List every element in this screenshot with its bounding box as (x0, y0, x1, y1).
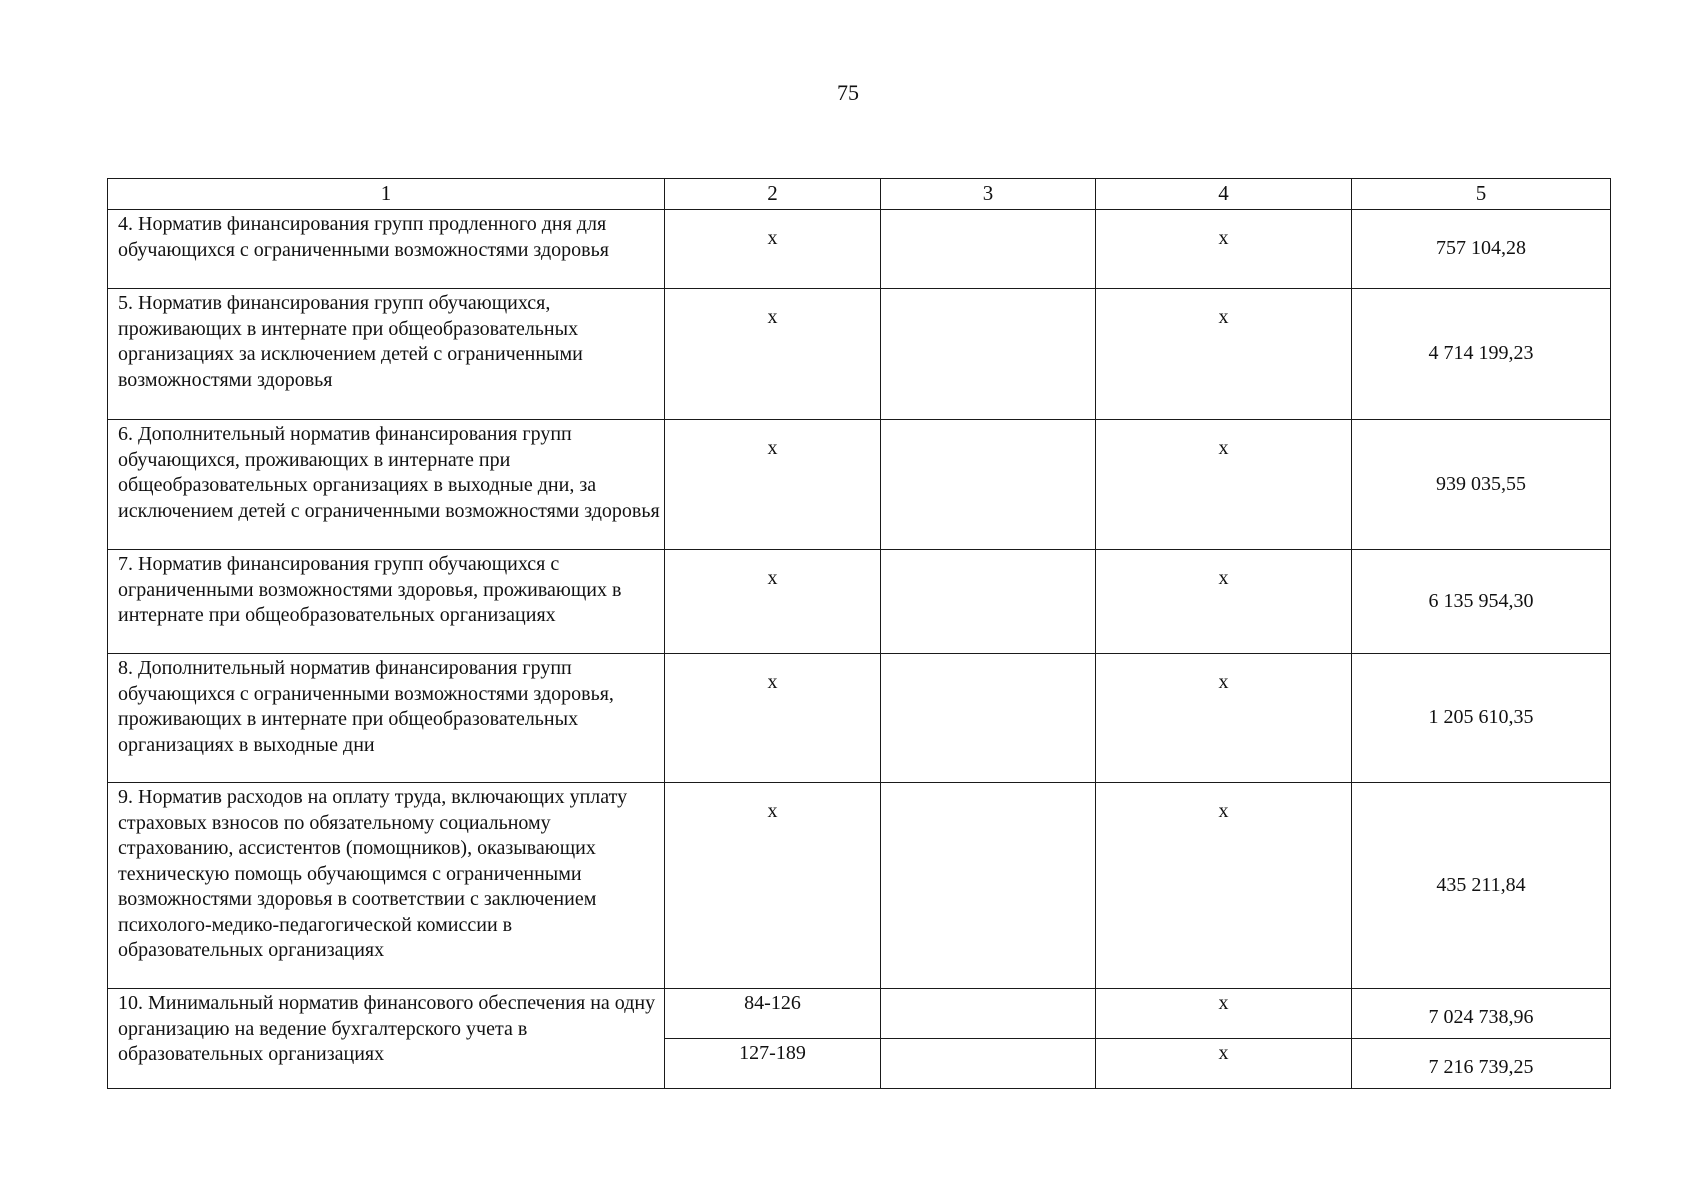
row-col3 (881, 783, 1096, 989)
table-row (108, 783, 1611, 989)
row-description: 7. Норматив финансирования групп обучающихся с ограниченными возможностями здоровья, проживающих в интернате при общеобразовательных организациях (108, 550, 665, 654)
row-col2: х (665, 289, 881, 420)
row-col2: х (665, 420, 881, 550)
row-col3 (881, 210, 1096, 289)
row-col2: 127-189 (665, 1039, 881, 1089)
row-col2: х (665, 654, 881, 783)
table-row (108, 989, 1611, 1039)
row-value: 1 205 610,35 (1352, 654, 1611, 783)
row-value: 6 135 954,30 (1352, 550, 1611, 654)
row-value: 939 035,55 (1352, 420, 1611, 550)
row-col4: х (1096, 210, 1352, 289)
header-col-1: 1 (108, 179, 665, 210)
row-description: 5. Норматив финансирования групп обучающихся, проживающих в интернате при общеобразовательных организациях за исключением детей с ограниченными возможностями здоровья (108, 289, 665, 420)
header-row (108, 179, 1611, 210)
row-col4: х (1096, 989, 1352, 1039)
header-col-5: 5 (1352, 179, 1611, 210)
row-value: 7 216 739,25 (1352, 1039, 1611, 1089)
page-number: 75 (837, 80, 859, 105)
row-col3 (881, 1039, 1096, 1089)
row-col2: х (665, 783, 881, 989)
row-col2: 84-126 (665, 989, 881, 1039)
row-col3 (881, 989, 1096, 1039)
table-row (108, 289, 1611, 420)
header-col-3: 3 (881, 179, 1096, 210)
row-col4: х (1096, 1039, 1352, 1089)
row-description: 8. Дополнительный норматив финансирования групп обучающихся с ограниченными возможностями здоровья, проживающих в интернате при общеобразовательных организациях в выходные дни (108, 654, 665, 783)
row-col3 (881, 420, 1096, 550)
row-col3 (881, 550, 1096, 654)
row-value: 757 104,28 (1352, 210, 1611, 289)
row-description: 9. Норматив расходов на оплату труда, включающих уплату страховых взносов по обязательному социальному страхованию, ассистентов (помощников), оказывающих техническую помощь обучающимся с ограниченными возможностями здоровья в соответствии с заключением психолого-медико-педагогической комиссии в образовательных организациях (108, 783, 665, 989)
norm-table (107, 178, 1611, 1089)
row-description: 4. Норматив финансирования групп продленного дня для обучающихся с ограниченными возможностями здоровья (108, 210, 665, 289)
row-col4: х (1096, 654, 1352, 783)
row-col4: х (1096, 420, 1352, 550)
row-description: 10. Минимальный норматив финансового обеспечения на одну организацию на ведение бухгалтерского учета в образовательных организациях (108, 989, 665, 1089)
table-row (108, 654, 1611, 783)
header-col-4: 4 (1096, 179, 1352, 210)
table-row (108, 210, 1611, 289)
row-col3 (881, 654, 1096, 783)
row-col4: х (1096, 550, 1352, 654)
table-row (108, 550, 1611, 654)
row-col2: х (665, 550, 881, 654)
table-row (108, 420, 1611, 550)
row-value: 435 211,84 (1352, 783, 1611, 989)
row-col4: х (1096, 783, 1352, 989)
header-col-2: 2 (665, 179, 881, 210)
row-col4: х (1096, 289, 1352, 420)
row-value: 7 024 738,96 (1352, 989, 1611, 1039)
row-col3 (881, 289, 1096, 420)
row-value: 4 714 199,23 (1352, 289, 1611, 420)
row-col2: х (665, 210, 881, 289)
row-description: 6. Дополнительный норматив финансирования групп обучающихся, проживающих в интернате при общеобразовательных организациях в выходные дни, за исключением детей с ограниченными возможностями здоровья (108, 420, 665, 550)
